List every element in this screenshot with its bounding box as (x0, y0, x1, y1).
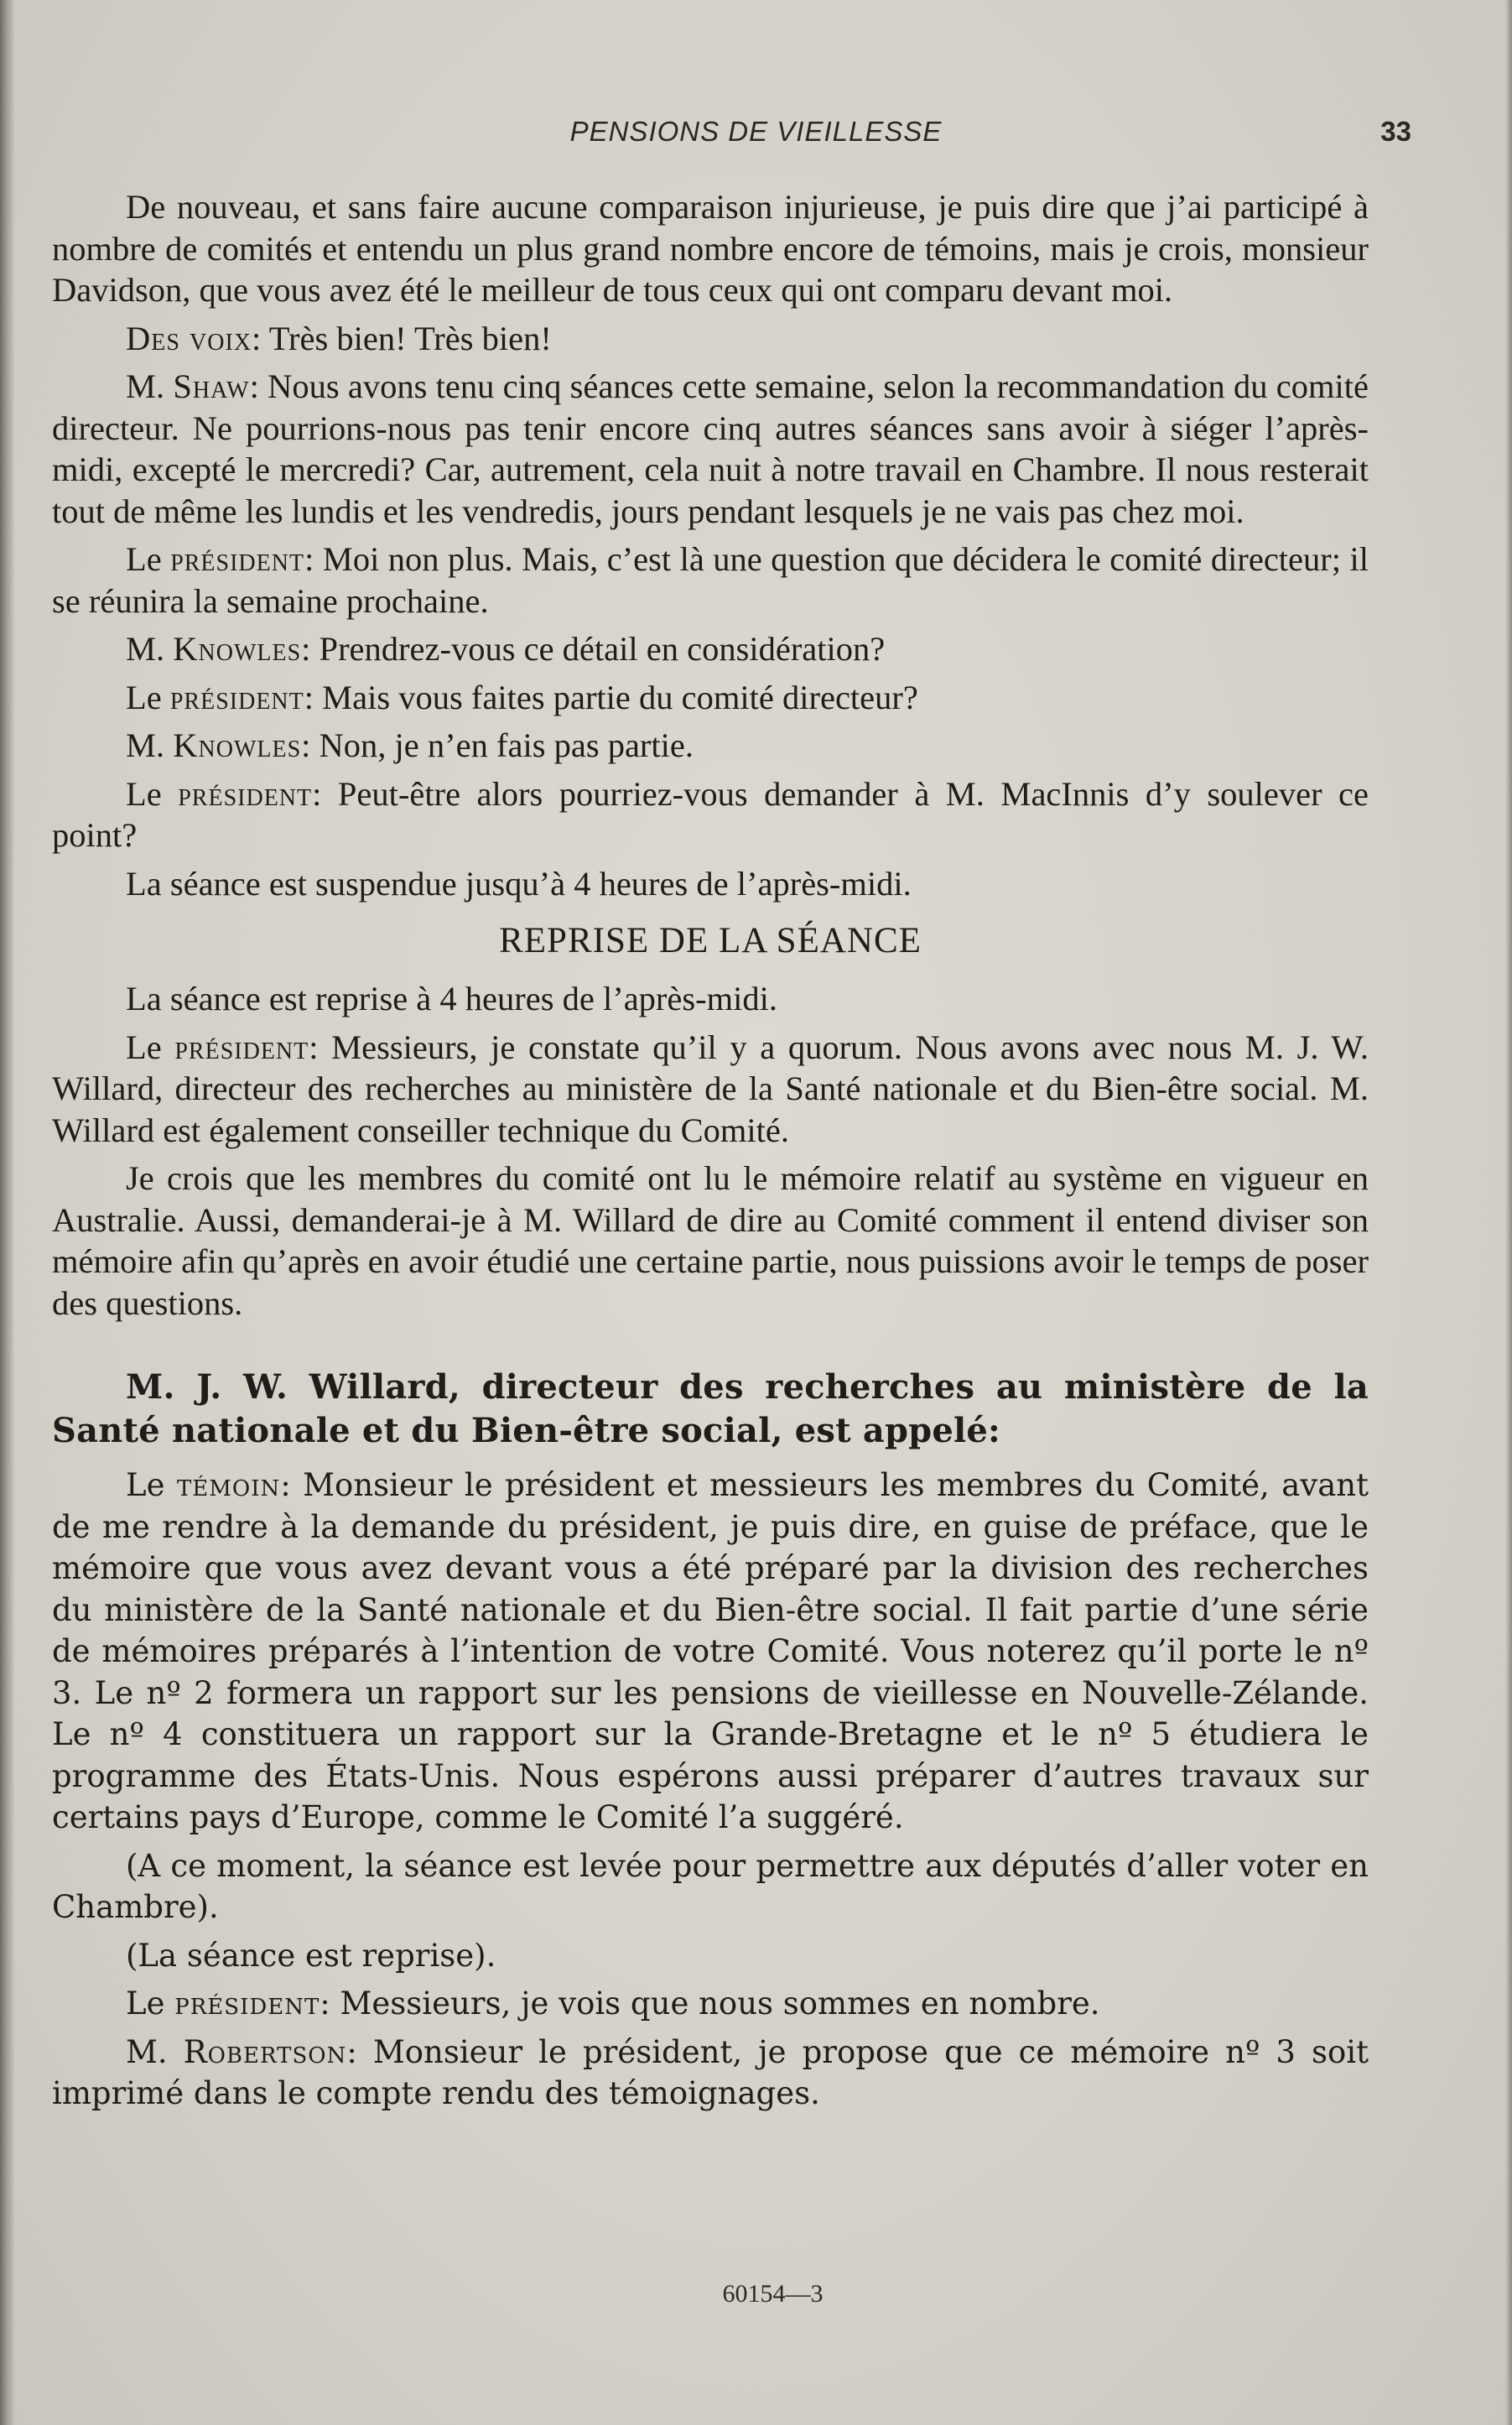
paragraph (52, 628, 1369, 670)
speaker-name: président (178, 774, 313, 813)
speaker-prefix: Le (126, 1985, 175, 2022)
speaker-name: président (174, 1028, 309, 1066)
speaker-prefix: M. (126, 2033, 184, 2070)
paragraph-text: : Messieurs, je vois que nous sommes en nombre. (320, 1985, 1100, 2022)
paragraph-text: : Très bien! Très bien! (252, 319, 552, 357)
paragraph-text: (A ce moment, la séance est levée pour permettre aux députés d’aller voter en Chambre). (52, 1847, 1369, 1925)
signature-code: 60154—3 (722, 2280, 824, 2308)
paragraph (52, 318, 1369, 360)
paragraph (52, 1027, 1369, 1152)
page-binding-shadow (0, 0, 15, 2425)
paragraph-text: : Monsieur le président, je propose que ce mémoire nº 3 soit imprimé dans le compte rendu des témoignages. (52, 2033, 1369, 2111)
speaker-name: président (169, 678, 304, 716)
speaker-prefix: Le (126, 1467, 177, 1503)
body-text (52, 186, 1369, 2121)
paragraph (52, 863, 1369, 905)
later-section (52, 1465, 1369, 2115)
speaker-name: président (170, 540, 305, 578)
witness-heading: M. J. W. Willard, directeur des recherches au ministère de la Santé nationale et du Bien-être social, est appelé: (52, 1367, 1369, 1450)
speaker-name: Robertson (183, 2033, 347, 2070)
paragraph (52, 366, 1369, 532)
speaker-prefix: M. (126, 630, 174, 668)
paragraph (52, 1465, 1369, 1839)
paragraph (52, 2032, 1369, 2115)
page-header (50, 116, 1462, 158)
paragraph-text: : Monsieur le président et messieurs les membres du Comité, avant de me rendre à la demande du président, je puis dire, en guise de préface, que le mémoire que vous avez devant vous a été préparé par la division des recherches du ministère de la Santé nationale et du Bien-être social. Il fait partie d’une série de mémoires préparés à l’intention de votre Comité. Vous noterez qu’il porte le nº 3. Le nº 2 formera un rapport sur les pensions de vieillesse en Nouvelle-Zélande. Le nº 4 constituera un rapport sur la Grande-Bretagne et le nº 5 étudiera le programme des États-Unis. Nous espérons aussi préparer d’autres travaux sur certains pays d’Europe, comme le Comité l’a suggéré. (52, 1467, 1369, 1835)
paragraph (52, 725, 1369, 767)
speaker-name: témoin (176, 1467, 281, 1503)
paragraph (52, 978, 1369, 1020)
paragraph (52, 1935, 1369, 1977)
paragraph-text: : Messieurs, je constate qu’il y a quorum. Nous avons avec nous M. J. W. Willard, directeur des recherches au ministère de la Santé nationale et du Bien-être social. M. Willard est également conseiller technique du Comité. (52, 1028, 1369, 1149)
running-title: PENSIONS DE VIEILLESSE (569, 116, 943, 147)
paragraph (52, 539, 1369, 622)
paragraph-text: La séance est reprise à 4 heures de l’après-midi. (126, 980, 778, 1017)
page-edge-shadow (1505, 0, 1512, 2425)
paragraph-text: : Nous avons tenu cinq séances cette semaine, selon la recommandation du comité directeur. Ne pourrions-nous pas tenir encore cinq autres séances sans avoir à siéger l’après-midi, excepté le mercredi? Car, autrement, cela nuit à notre travail en Chambre. Il nous resterait tout de même les lundis et les vendredis, jours pendant lesquels je ne vais pas chez moi. (52, 367, 1369, 530)
speaker-prefix: M. (126, 367, 174, 405)
paragraph-text: (La séance est reprise). (126, 1937, 496, 1974)
paragraph-text: : Non, je n’en fais pas partie. (301, 726, 694, 764)
paragraph-text: De nouveau, et sans faire aucune comparaison injurieuse, je puis dire que j’ai participé à nombre de comités et entendu un plus grand nombre encore de témoins, mais je crois, monsieur Davidson, que vous avez été le meilleur de tous ceux qui ont comparu devant moi. (52, 188, 1369, 309)
speaker-name: Shaw (173, 367, 250, 405)
speaker-prefix: Le (126, 1028, 175, 1066)
paragraph-text: : Mais vous faites partie du comité directeur? (304, 678, 918, 716)
paragraph-text: : Prendrez-vous ce détail en considération? (301, 630, 886, 668)
speaker-name: Knowles (173, 726, 302, 764)
speaker-prefix: Le (126, 774, 179, 813)
speaker-prefix: Le (126, 678, 170, 716)
paragraph-text: : Peut-être alors pourriez-vous demander à M. MacInnis d’y soulever ce point? (52, 774, 1369, 854)
speaker-prefix: Le (126, 540, 171, 578)
speaker-prefix: M. (126, 726, 174, 764)
speaker-name: Des voix (126, 319, 252, 357)
section-title: REPRISE DE LA SÉANCE (499, 921, 922, 960)
paragraph-text: La séance est suspendue jusqu’à 4 heures de l’après-midi. (126, 864, 912, 903)
paragraph (52, 1845, 1369, 1928)
paragraph (52, 1158, 1369, 1324)
paragraph (52, 186, 1369, 311)
paragraph (52, 677, 1369, 719)
page-number: 33 (1380, 116, 1411, 147)
paragraph-text: : Moi non plus. Mais, c’est là une question que décidera le comité directeur; il se réunira la semaine prochaine. (52, 540, 1369, 620)
paragraph-text: Je crois que les membres du comité ont lu le mémoire relatif au système en vigueur en Australie. Aussi, demanderai-je à M. Willard de dire au Comité comment il entend diviser son mémoire afin qu’après en avoir étudié une certaine partie, nous puissions avoir le temps de poser des questions. (52, 1159, 1369, 1322)
speaker-name: Knowles (173, 630, 302, 668)
paragraph (52, 773, 1369, 856)
paragraph (52, 1983, 1369, 2025)
speaker-name: président (174, 1985, 320, 2022)
